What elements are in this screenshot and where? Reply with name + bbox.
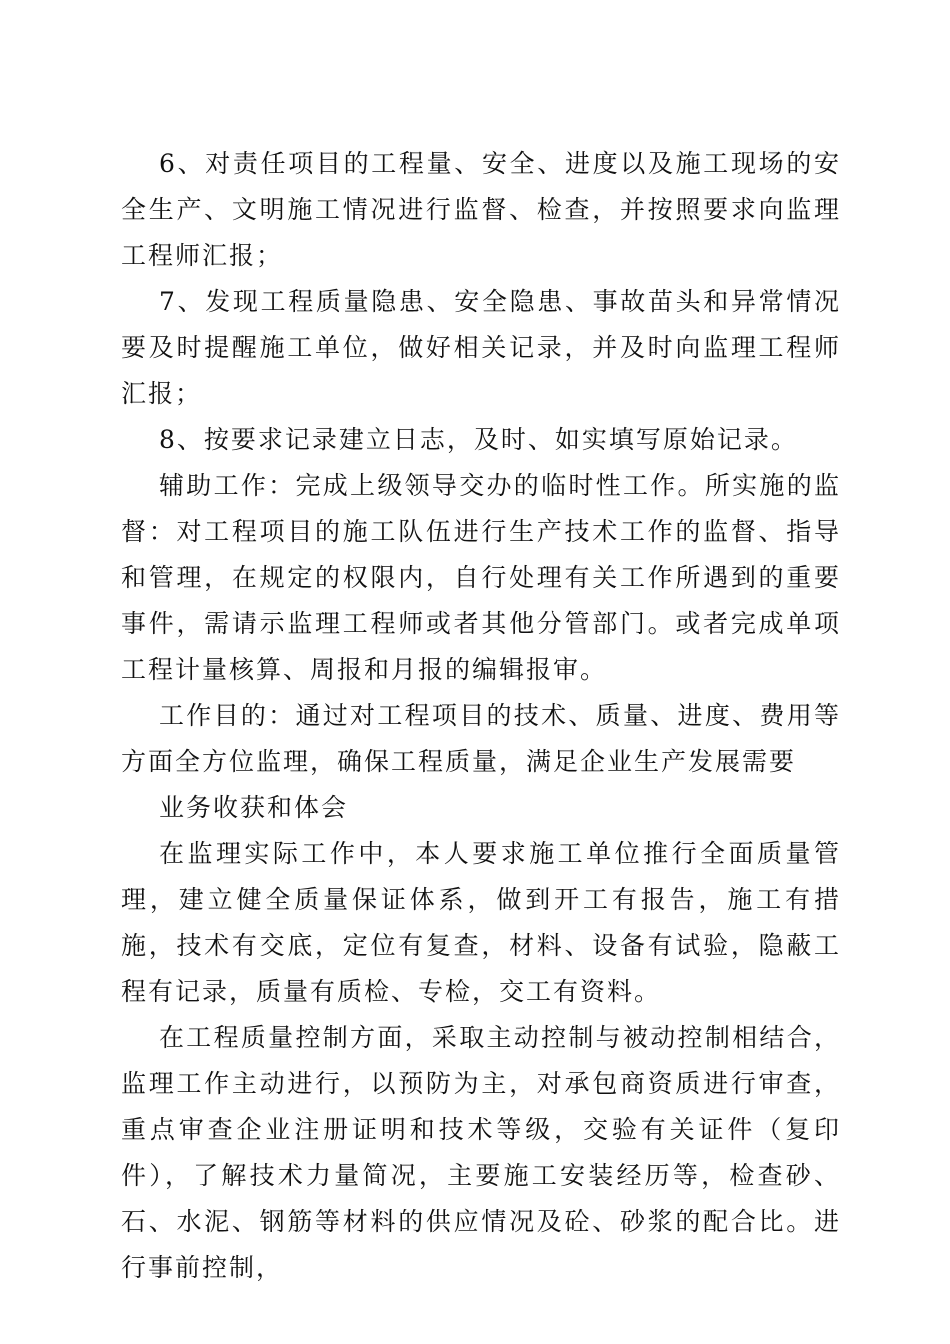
paragraph-duty-8: 8、按要求记录建立日志，及时、如实填写原始记录。 [159,425,798,454]
paragraph-duty-7: 7、发现工程质量隐患、安全隐患、事故苗头和异常情况要及时提醒施工单位，做好相关记录，并及时向监理工程师汇报； [121,287,841,408]
paragraph-work-purpose: 工作目的：通过对工程项目的技术、质量、进度、费用等方面全方位监理，确保工程质量，满足企业生产发展需要 [121,701,841,776]
paragraph-auxiliary-work: 辅助工作：完成上级领导交办的临时性工作。所实施的监督：对工程项目的施工队伍进行生产技术工作的监督、指导和管理，在规定的权限内，自行处理有关工作所遇到的重要事件，需请示监理工程师或者其他分管部门。或者完成单项工程计量核算、周报和月报的编辑报审。 [121,471,841,684]
paragraph-quality-control: 在工程质量控制方面，采取主动控制与被动控制相结合，监理工作主动进行，以预防为主，对承包商资质进行审查，重点审查企业注册证明和技术等级，交验有关证件（复印件），了解技术力量简况，主要施工安装经历等，检查砂、石、水泥、钢筋等材料的供应情况及砼、砂浆的配合比。进行事前控制， [121,1023,841,1282]
paragraph-supervision-practice: 在监理实际工作中，本人要求施工单位推行全面质量管理，建立健全质量保证体系，做到开工有报告，施工有措施，技术有交底，定位有复查，材料、设备有试验，隐蔽工程有记录，质量有质检、专检，交工有资料。 [121,839,841,1006]
document-body [121,141,841,1291]
section-heading-gains: 业务收获和体会 [159,793,349,822]
paragraph-duty-6: 6、对责任项目的工程量、安全、进度以及施工现场的安全生产、文明施工情况进行监督、检查，并按照要求向监理工程师汇报； [121,149,841,270]
